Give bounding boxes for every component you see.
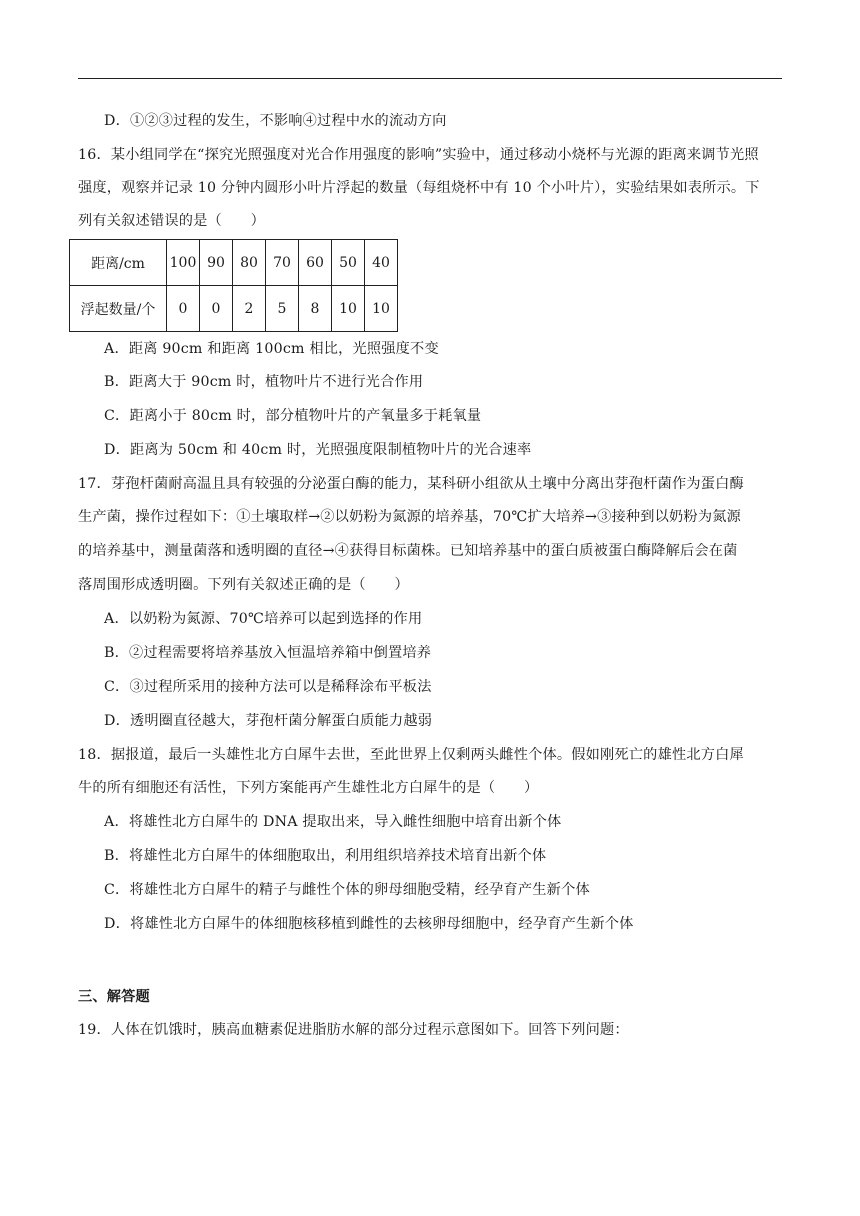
- q19-stem-line1: 19．人体在饥饿时，胰高血糖素促进脂肪水解的部分过程示意图如下。回答下列问题：: [78, 1022, 629, 1038]
- q16-stem-line2: 强度，观察并记录 10 分钟内圆形小叶片浮起的数量（每组烧杯中有 10 个小叶片），实验结果如表所示。下: [78, 180, 760, 196]
- q18-stem-line1: 18．据报道，最后一头雄性北方白犀牛去世，至此世界上仅剩两头雌性个体。假如刚死亡的雄性北方白犀: [78, 747, 744, 763]
- table-cell: 50: [332, 240, 365, 286]
- q16-option-d: D．距离为 50cm 和 40cm 时，光照强度限制植物叶片的光合速率: [104, 442, 532, 458]
- q18-option-a: A．将雄性北方白犀牛的 DNA 提取出来，导入雌性细胞中培育出新个体: [104, 814, 562, 830]
- q16-stem-line1: 16．某小组同学在“探究光照强度对光合作用强度的影响”实验中，通过移动小烧杯与光源的距离来调节光照: [78, 147, 759, 163]
- table-header-distance: 距离/cm: [70, 240, 167, 286]
- q17-option-a: A．以奶粉为氮源、70℃培养可以起到选择的作用: [104, 611, 423, 627]
- table-cell: 0: [200, 286, 233, 332]
- table-cell: 80: [233, 240, 266, 286]
- q18-option-b: B．将雄性北方白犀牛的体细胞取出，利用组织培养技术培育出新个体: [104, 848, 547, 864]
- q16-option-c: C．距离小于 80cm 时，部分植物叶片的产氧量多于耗氧量: [104, 408, 482, 424]
- q16-stem-line3: 列有关叙述错误的是（ ）: [78, 213, 266, 229]
- q16-option-b: B．距离大于 90cm 时，植物叶片不进行光合作用: [104, 374, 424, 390]
- table-cell: 60: [299, 240, 332, 286]
- table-cell: 5: [266, 286, 299, 332]
- table-cell: 2: [233, 286, 266, 332]
- q17-stem-line4: 落周围形成透明圈。下列有关叙述正确的是（ ）: [78, 577, 409, 593]
- q18-option-d: D．将雄性北方白犀牛的体细胞核移植到雌性的去核卵母细胞中，经孕育产生新个体: [104, 916, 634, 932]
- table-cell: 10: [332, 286, 365, 332]
- section-heading: 三、解答题: [78, 989, 150, 1005]
- table-cell: 10: [365, 286, 398, 332]
- q18-stem-line2: 牛的所有细胞还有活性，下列方案能再产生雄性北方白犀牛的是（ ）: [78, 780, 539, 796]
- q16-option-a: A．距离 90cm 和距离 100cm 相比，光照强度不变: [104, 341, 439, 357]
- q16-data-table: [69, 239, 398, 332]
- table-cell: 100: [167, 240, 200, 286]
- q17-stem-line2: 生产菌，操作过程如下：①土壤取样→②以奶粉为氮源的培养基，70℃扩大培养→③接种到以奶粉为氮源: [78, 509, 741, 525]
- table-row-count: [70, 286, 398, 332]
- table-row-distance: [70, 240, 398, 286]
- q18-option-c: C．将雄性北方白犀牛的精子与雌性个体的卵母细胞受精，经孕育产生新个体: [104, 882, 590, 898]
- q17-option-c: C．③过程所采用的接种方法可以是稀释涂布平板法: [104, 679, 432, 695]
- table-cell: 70: [266, 240, 299, 286]
- table-cell: 90: [200, 240, 233, 286]
- q17-stem-line3: 的培养基中，测量菌落和透明圈的直径→④获得目标菌株。已知培养基中的蛋白质被蛋白酶降解后会在菌: [78, 543, 738, 559]
- q17-option-b: B．②过程需要将培养基放入恒温培养箱中倒置培养: [104, 645, 432, 661]
- header-rule: [78, 78, 782, 79]
- table-header-count: 浮起数量/个: [70, 286, 167, 332]
- q17-option-d: D．透明圈直径越大，芽孢杆菌分解蛋白质能力越弱: [104, 713, 433, 729]
- table-cell: 40: [365, 240, 398, 286]
- table-cell: 0: [167, 286, 200, 332]
- q17-stem-line1: 17．芽孢杆菌耐高温且具有较强的分泌蛋白酶的能力，某科研小组欲从土壤中分离出芽孢杆菌作为蛋白酶: [78, 476, 744, 492]
- table-cell: 8: [299, 286, 332, 332]
- q15-option-d: D．①②③过程的发生，不影响④过程中水的流动方向: [104, 113, 447, 129]
